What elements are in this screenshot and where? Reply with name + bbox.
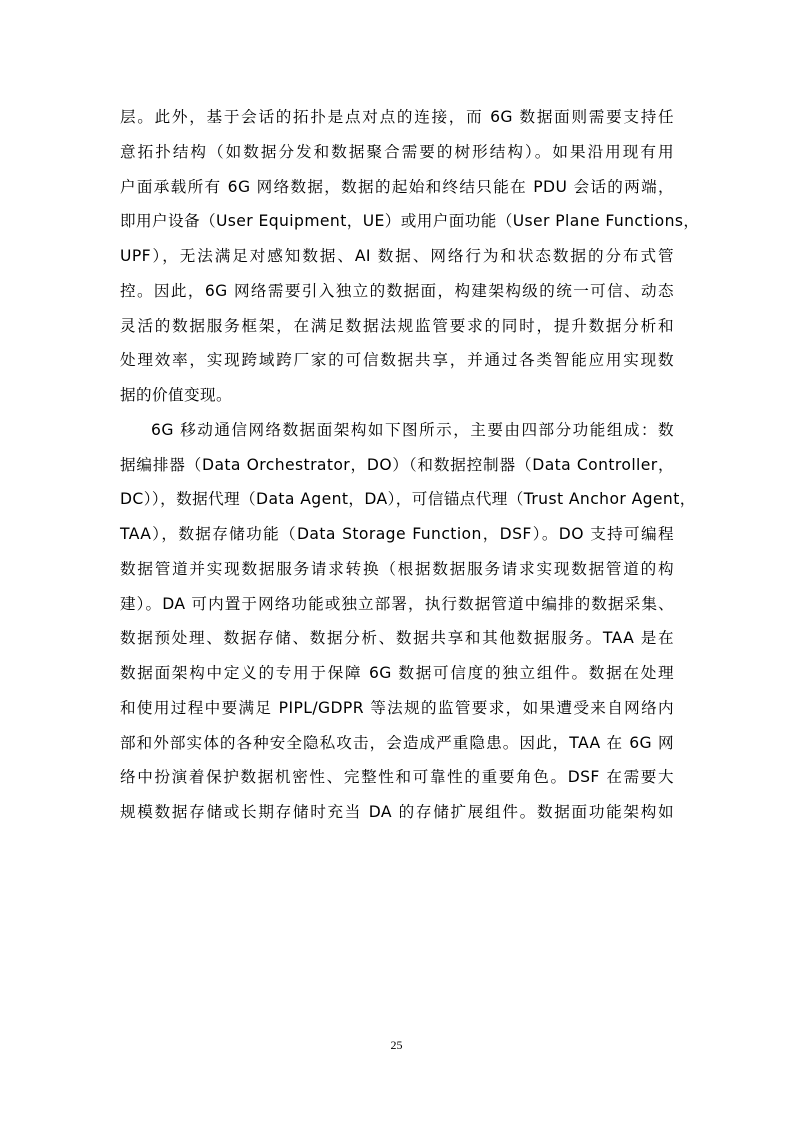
text-line: 数据预处理、数据存储、数据分析、数据共享和其他数据服务。TAA 是在: [120, 629, 674, 648]
text-line: 6G 移动通信网络数据面架构如下图所示，主要由四部分功能组成：数: [151, 420, 674, 439]
text-line: 意拓扑结构（如数据分发和数据聚合需要的树形结构）。如果沿用现有用: [120, 142, 674, 161]
text-line: 和使用过程中要满足 PIPL/GDPR 等法规的监管要求，如果遭受来自网络内: [120, 698, 674, 717]
text-line: DC）），数据代理（Data Agent，DA），可信锚点代理（Trust Anchor Agent，: [120, 490, 696, 509]
paragraph-1: [120, 100, 700, 413]
text-line: 部和外部实体的各种安全隐私攻击，会造成严重隐患。因此，TAA 在 6G 网: [120, 733, 674, 752]
text-line: TAA），数据存储功能（Data Storage Function，DSF）。DO 支持可编程: [120, 525, 674, 543]
text-line: 建）。DA 可内置于网络功能或独立部署，执行数据管道中编排的数据采集、: [120, 594, 674, 613]
paragraph-2: [120, 413, 696, 830]
text-line: 数据管道并实现数据服务请求转换（根据数据服务请求实现数据管道的构: [120, 559, 674, 578]
text-line: 灵活的数据服务框架，在满足数据法规监管要求的同时，提升数据分析和: [120, 316, 674, 335]
text-line: 处理效率，实现跨域跨厂家的可信数据共享，并通过各类智能应用实现数: [120, 351, 674, 370]
text-line: 数据面架构中定义的专用于保障 6G 数据可信度的独立组件。数据在处理: [120, 664, 674, 682]
text-line: 络中扮演着保护数据机密性、完整性和可靠性的重要角色。DSF 在需要大: [120, 768, 674, 787]
text-line: 即用户设备（User Equipment，UE）或用户面功能（User Plane Functions，: [120, 212, 700, 231]
text-line: 据的价值变现。: [120, 386, 232, 404]
body-text: [120, 100, 700, 830]
text-line: 层。此外，基于会话的拓扑是点对点的连接，而 6G 数据面则需要支持任: [120, 108, 674, 126]
text-line: UPF），无法满足对感知数据、AI 数据、网络行为和状态数据的分布式管: [120, 247, 674, 265]
page-number: 25: [390, 1038, 403, 1052]
text-line: 控。因此，6G 网络需要引入独立的数据面，构建架构级的统一可信、动态: [120, 281, 674, 300]
text-line: 户面承载所有 6G 网络数据，数据的起始和终结只能在 PDU 会话的两端，: [120, 177, 674, 196]
text-line: 规模数据存储或长期存储时充当 DA 的存储扩展组件。数据面功能架构如: [120, 803, 674, 821]
text-line: 据编排器（Data Orchestrator，DO）（和数据控制器（Data Controller，: [120, 455, 674, 474]
